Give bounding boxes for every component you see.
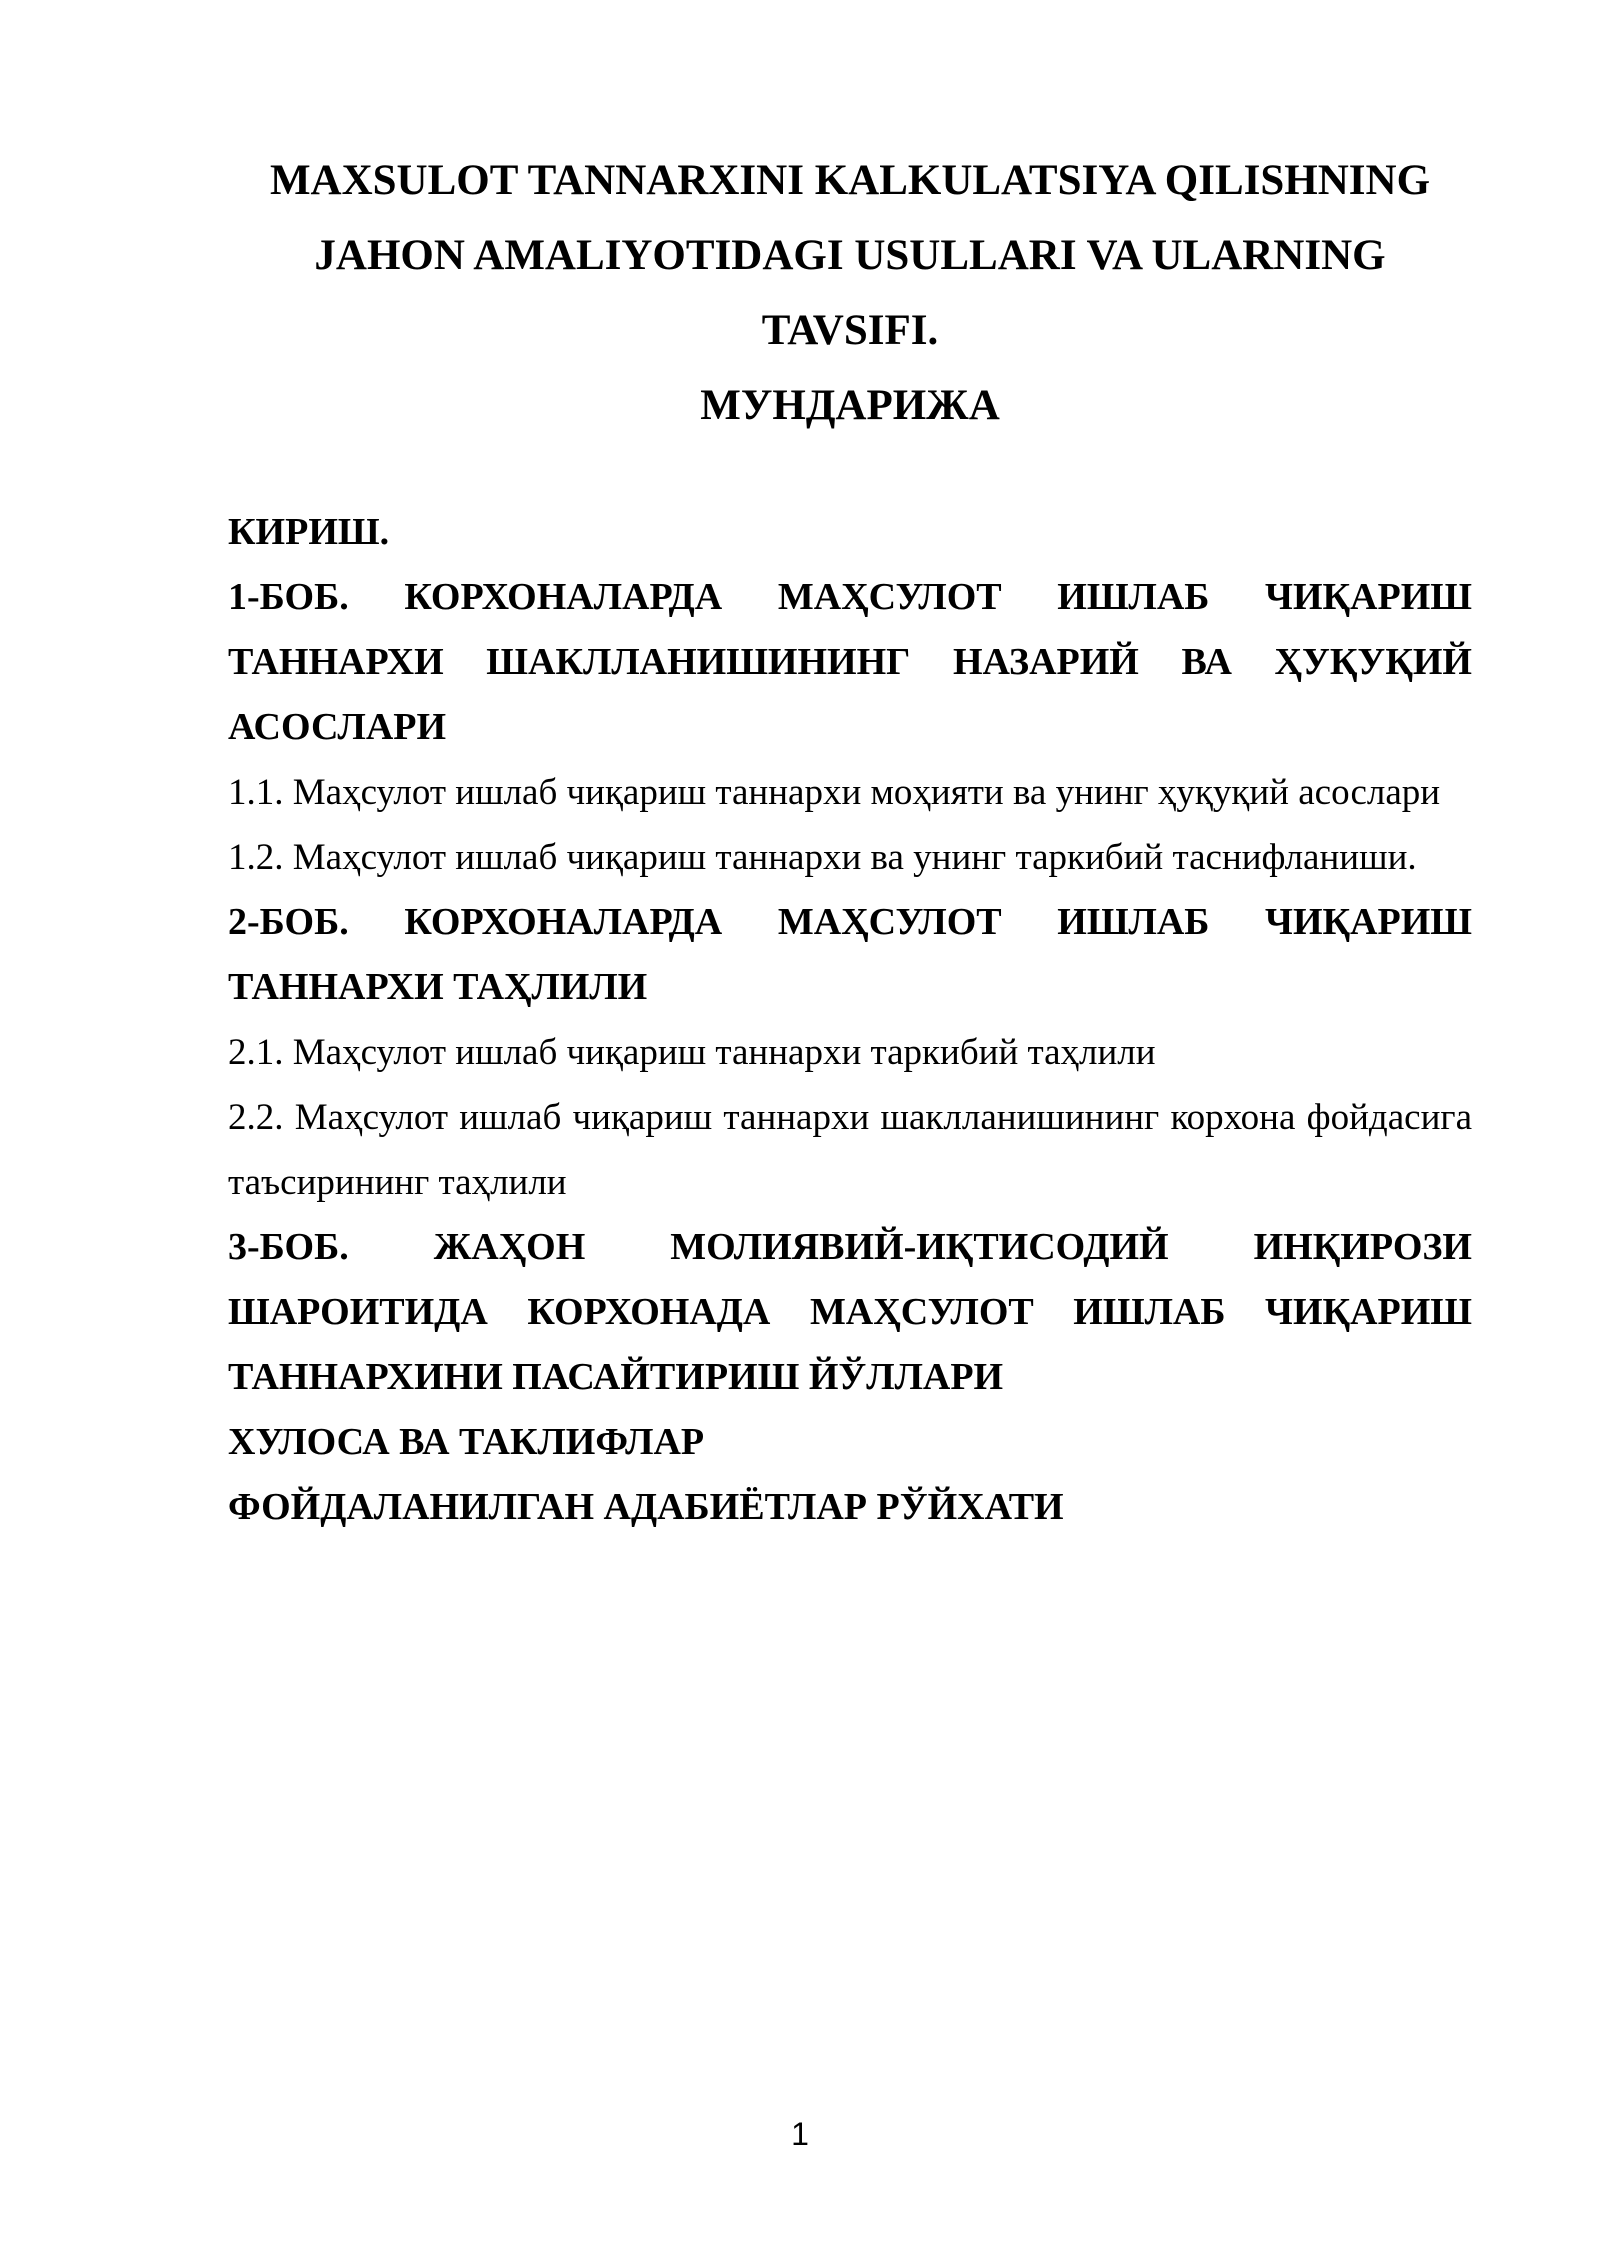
toc-line: 1.1. Маҳсулот ишлаб чиқариш таннархи моҳияти ва унинг ҳуқуқий асослари [228,772,1441,813]
toc-line: ШАРОИТИДА КОРХОНАДА МАҲСУЛОТ ИШЛАБ ЧИҚАРИШ [228,1291,1472,1333]
toc-line: 2.2. Маҳсулот ишлаб чиқариш таннархи шаклланишининг корхона фойдасига [228,1097,1472,1138]
page-content [228,0,1472,1540]
toc-line: 3-БОБ. ЖАҲОН МОЛИЯВИЙ-ИҚТИСОДИЙ ИНҚИРОЗИ [228,1226,1472,1268]
toc-line: 1.2. Маҳсулот ишлаб чиқариш таннархи ва унинг таркибий таснифланиши. [228,837,1417,878]
page-number: 1 [791,2116,809,2152]
toc-line: 1-БОБ. КОРХОНАЛАРДА МАҲСУЛОТ ИШЛАБ ЧИҚАРИШ [228,576,1472,618]
toc-line: ТАННАРХИ ШАКЛЛАНИШИНИНГ НАЗАРИЙ ВА ҲУҚУҚИЙ [228,641,1472,683]
toc-line: КИРИШ. [228,511,390,553]
title-line: TAVSIFI. [761,307,939,354]
contents-heading: МУНДАРИЖА [700,382,1000,429]
toc-line: ФОЙДАЛАНИЛГАН АДАБИЁТЛАР РЎЙХАТИ [228,1486,1064,1528]
toc-line: 2-БОБ. КОРХОНАЛАРДА МАҲСУЛОТ ИШЛАБ ЧИҚАРИШ [228,901,1472,943]
table-of-contents [228,500,1472,1540]
toc-line: 2.1. Маҳсулот ишлаб чиқариш таннархи таркибий таҳлили [228,1032,1156,1073]
title-line: JAHON AMALIYOTIDAGI USULLARI VA ULARNING [314,232,1386,279]
toc-line: АСОСЛАРИ [228,706,447,748]
toc-line: ТАННАРХИНИ ПАСАЙТИРИШ ЙЎЛЛАРИ [228,1356,1004,1398]
toc-line: ТАННАРХИ ТАҲЛИЛИ [228,966,648,1008]
title-line: MAXSULOT TANNARXINI KALKULATSIYA QILISHNING [269,157,1431,204]
toc-line: ХУЛОСА ВА ТАКЛИФЛАР [228,1421,705,1463]
toc-line: таъсирининг таҳлили [228,1162,567,1203]
document-title [228,143,1472,443]
